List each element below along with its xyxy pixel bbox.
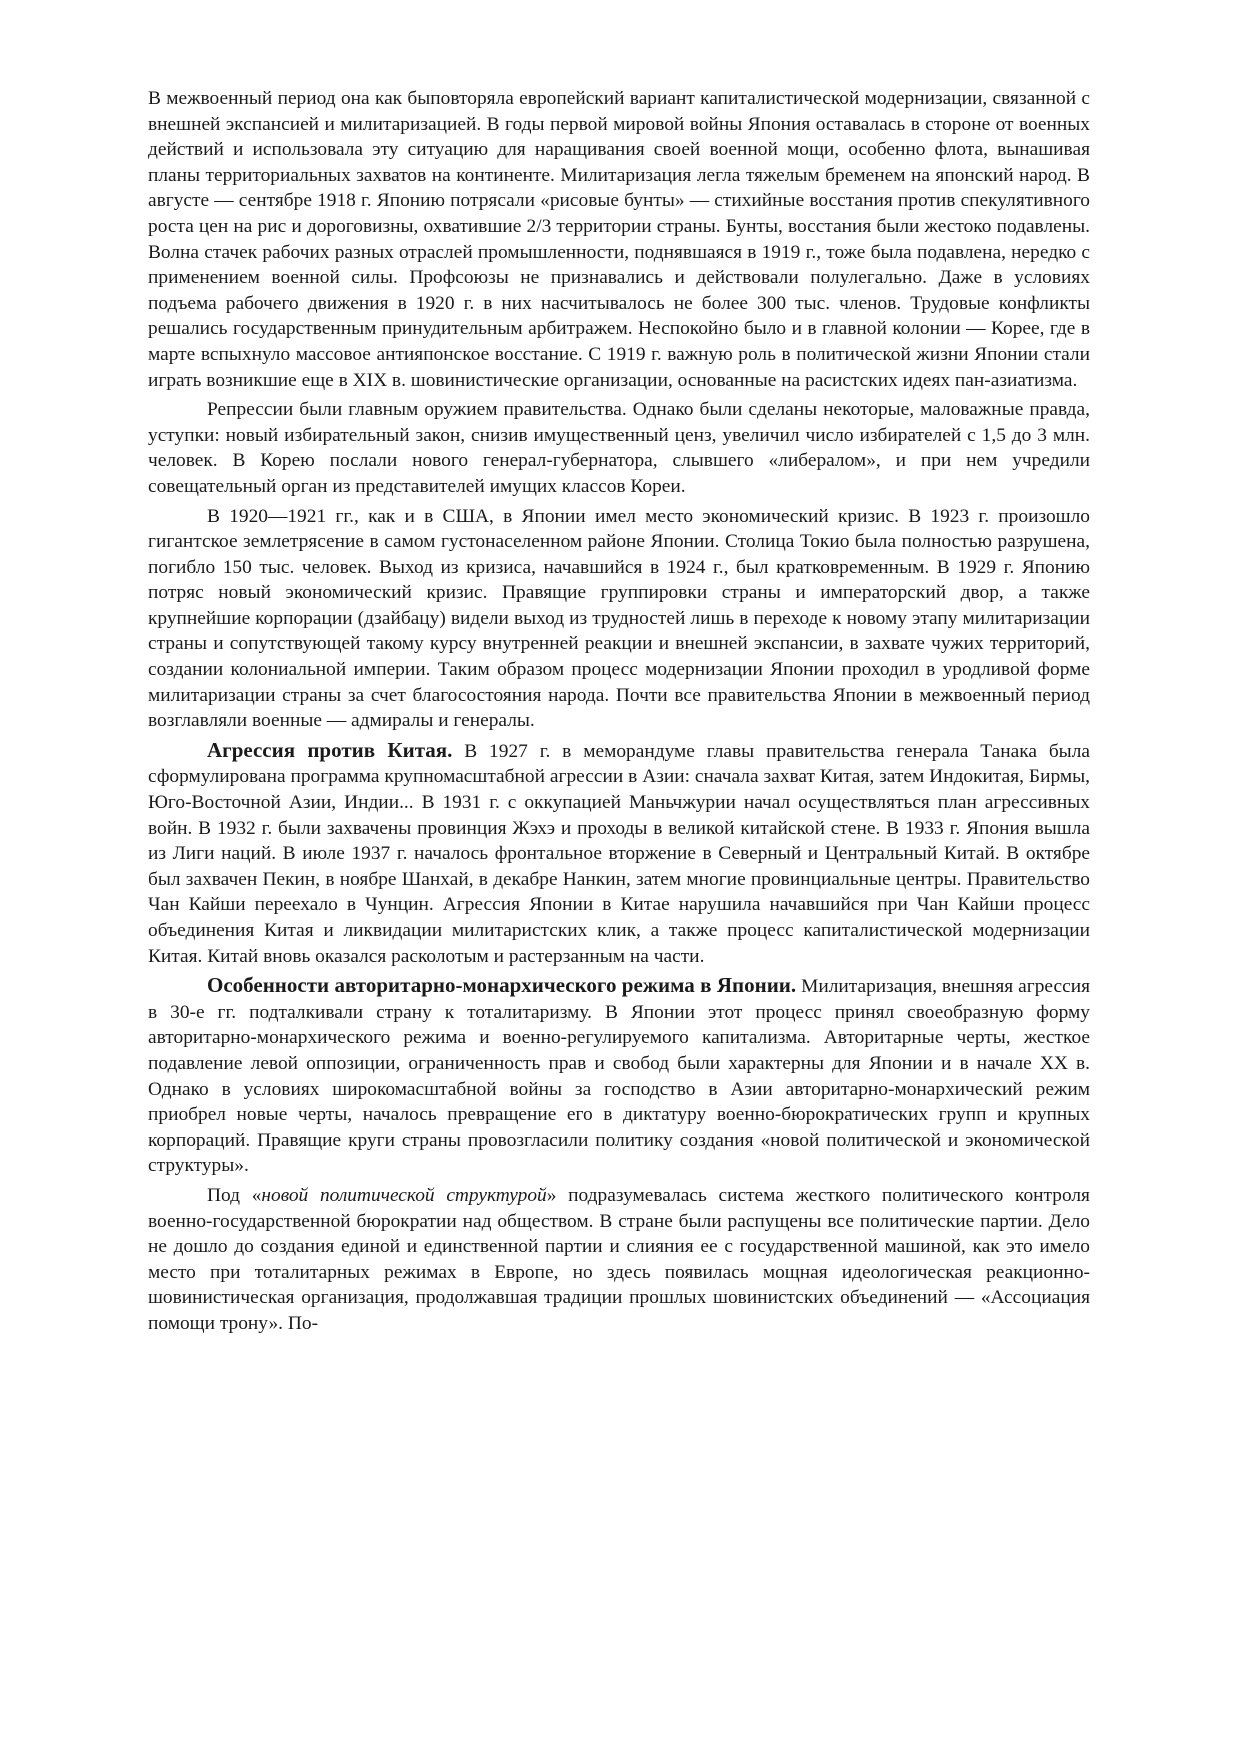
paragraph-text: В межвоенный период она как быповторяла европейский вариант капиталистической модернизации, связанной с внешней экспансией и милитаризацией. В годы первой мировой войны Япония оставалась в стороне от военных действий и использовала эту ситуацию для наращивания своей военной мощи, особенно флота, вынашивая планы территориальных захватов на континенте. Милитаризация легла тяжелым бременем на японский народ. В августе — сентябре 1918 г. Японию потрясали «рисовые бунты» — стихийные восстания против спекулятивного роста цен на рис и дороговизны, охватившие 2/3 территории страны. Бунты, восстания были жестоко подавлены. Волна стачек рабочих разных отраслей промышленности, поднявшаяся в 1919 г., тоже была подавлена, нередко с применением военной силы. Профсоюзы не признавались и действовали полулегально. Даже в условиях подъема рабочего движения в 1920 г. в них насчитывалось не более 300 тыс. членов. Трудовые конфликты решались государственным принудительным арбитражем. Неспокойно было и в главной колонии — Корее, где в марте вспыхнуло массовое антияпонское восстание. С 1919 г. важную роль в политической жизни Японии стали играть возникшие еще в XIX в. шовинистические организации, основанные на расистских идеях пан-азиатизма. [148,88,1090,391]
section-heading-authoritarian-regime: Особенности авторитарно-монархического режима в Японии. [207,973,797,998]
paragraph-repressions [148,397,1090,499]
paragraph-text: Милитаризация, внешняя агрессия в 30-е гг. подталкивали страну к тоталитаризму. В Японии этот процесс принял своеобразную форму авторитарно-монархического режима и военно-регулируемого капитализма. Авторитарные черты, жесткое подавление левой оппозиции, ограниченность прав и свобод были характерны для Японии и в начале XX в. Однако в условиях широкомасштабной войны за господство в Азии авторитарно-монархический режим приобрел новые черты, началось превращение его в диктатуру военно-бюрократических групп и крупных корпораций. Правящие круги страны провозгласили политику создания «новой политической и экономической структуры». [148,976,1090,1177]
paragraph-text: Репрессии были главным оружием правительства. Однако были сделаны некоторые, маловажные правда, уступки: новый избирательный закон, снизив имущественный ценз, увеличил число избирателей с 1,5 до 3 млн. человек. В Корею послали нового генерал-губернатора, слывшего «либералом», и при нем учредили совещательный орган из представителей имущих классов Кореи. [148,399,1090,497]
paragraph-text-prefix: Под « [207,1184,262,1206]
document-page [148,86,1090,1341]
paragraph-text: В 1920—1921 гг., как и в США, в Японии имел место экономический кризис. В 1923 г. произошло гигантское землетрясение в самом густонаселенном районе Японии. Столица Токио была полностью разрушена, погибло 150 тыс. человек. Выход из кризиса, начавшийся в 1924 г., был кратковременным. В 1929 г. Японию потряс новый экономический кризис. Правящие группировки страны и императорский двор, а также крупнейшие корпорации (дзайбацу) видели выход из трудностей лишь в переходе к новому этапу милитаризации страны и сопутствующей такому курсу внутренней реакции и внешней экспансии, в захвате чужих территорий, создании колониальной империи. Таким образом процесс модернизации Японии проходил в уродливой форме милитаризации страны за счет благосостояния народа. Почти все правительства Японии в межвоенный период возглавляли военные — адмиралы и генералы. [148,505,1090,732]
paragraph-new-political-structure [148,1183,1090,1337]
paragraph-text: » подразумевалась система жесткого политического контроля военно-государственной бюрократии над обществом. В стране были распущены все политические партии. Дело не дошло до создания единой и единственной партии и слияния ее с государственной машиной, как это имело место при тоталитарных режимах в Европе, но здесь появилась мощная идеологическая реакционно-шовинистическая организация, продолжавшая традиции прошлых шовинистских объединений — «Ассоциация помощи трону». По- [148,1184,1090,1334]
paragraph-interwar-period [148,86,1090,393]
paragraph-authoritarian-regime [148,973,1090,1179]
section-heading-aggression-china: Агрессия против Китая. [207,737,453,762]
paragraph-economic-crisis [148,504,1090,734]
paragraph-text: В 1927 г. в меморандуме главы правительства генерала Танака была сформулирована программа крупномасштабной агрессии в Азии: сначала захват Китая, затем Индокитая, Бирмы, Юго-Восточной Азии, Индии... В 1931 г. с оккупацией Маньчжурии начал осуществляться план агрессивных войн. В 1932 г. были захвачены провинция Жэхэ и проходы в великой китайской стене. В 1933 г. Япония вышла из Лиги наций. В июле 1937 г. началось фронтальное вторжение в Северный и Центральный Китай. В октябре был захвачен Пекин, в ноябре Шанхай, в декабре Нанкин, затем многие провинциальные центры. Правительство Чан Кайши переехало в Чунцин. Агрессия Японии в Китае нарушила начавшийся при Чан Кайши процесс объединения Китая и ликвидации милитаристских клик, а также процесс капиталистической модернизации Китая. Китай вновь оказался расколотым и растерзанным на части. [148,740,1090,967]
paragraph-aggression-china [148,738,1090,969]
italic-term: новой политической структурой [261,1184,547,1206]
